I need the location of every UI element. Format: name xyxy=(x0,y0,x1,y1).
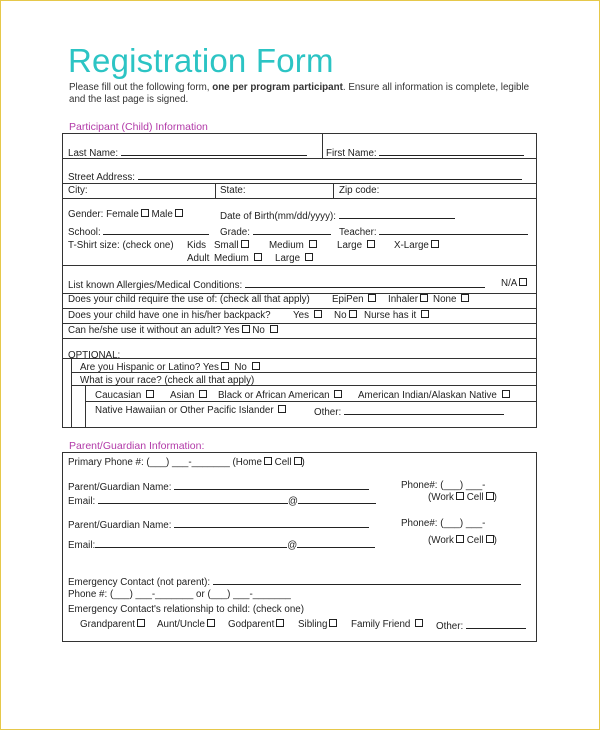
none-option[interactable] xyxy=(433,294,469,305)
guardian1-email-at: @ xyxy=(287,496,298,507)
adult-medium-checkbox[interactable] xyxy=(254,253,262,261)
guardian2-work-checkbox[interactable] xyxy=(456,535,464,543)
dob-line xyxy=(339,209,455,219)
school-field[interactable] xyxy=(68,225,209,238)
first-name-label: First Name: xyxy=(326,148,377,159)
guardian1-email-field[interactable] xyxy=(68,494,376,507)
hispanic-no-checkbox[interactable] xyxy=(252,362,260,370)
race-other-line xyxy=(344,405,504,415)
epipen-checkbox[interactable] xyxy=(368,294,376,302)
relationship-label: Emergency Contact's relationship to child: (check one) xyxy=(68,604,305,615)
school-line xyxy=(103,225,209,235)
guardian1-phone-blank: (___) ___- xyxy=(440,480,486,491)
dob-field[interactable] xyxy=(220,209,455,222)
hispanic-yes-label: Yes xyxy=(202,362,219,373)
primary-phone-row: Primary Phone #: (___) ___-_______ (Home Cell ) xyxy=(68,457,305,468)
guardian2-email-line-b xyxy=(297,538,375,548)
intro-part2: . Ensure all information is complete, legible and the last page is signed. xyxy=(69,82,530,105)
relationship-other-line xyxy=(466,619,526,629)
backpack-yes-label: Yes xyxy=(293,310,309,321)
kids-small-label: Small xyxy=(214,240,239,251)
asian-option[interactable] xyxy=(170,390,207,401)
kids-xlarge-option[interactable] xyxy=(394,240,439,251)
guardian2-work-cell: (Work Cell ) xyxy=(428,535,497,546)
hawaiian-checkbox[interactable] xyxy=(278,405,286,413)
optional-label: OPTIONAL: xyxy=(68,350,121,361)
divider-optional-indent xyxy=(71,359,72,427)
adult-medium-label: Medium xyxy=(214,253,249,264)
family-friend-checkbox[interactable] xyxy=(415,619,423,627)
aunt-uncle-option[interactable] xyxy=(157,619,215,630)
kids-label: Kids xyxy=(187,240,207,251)
family-friend-option[interactable] xyxy=(351,619,423,630)
asian-checkbox[interactable] xyxy=(199,390,207,398)
hawaiian-label: Native Hawaiian or Other Pacific Islander xyxy=(95,405,274,416)
primary-phone-label: Primary Phone #: xyxy=(68,457,144,468)
kids-large-checkbox[interactable] xyxy=(367,240,375,248)
aunt-uncle-checkbox[interactable] xyxy=(207,619,215,627)
primary-cell-label: Cell xyxy=(274,457,292,468)
backpack-no-label: No xyxy=(334,310,347,321)
grandparent-label: Grandparent xyxy=(80,619,136,630)
grandparent-option[interactable] xyxy=(80,619,145,630)
hispanic-yes-checkbox[interactable] xyxy=(221,362,229,370)
emergency-phone-blank-1: (___) ___-_______ xyxy=(109,589,194,600)
grade-line xyxy=(253,225,331,235)
family-friend-label: Family Friend xyxy=(351,619,411,630)
guardian2-email-at: @ xyxy=(287,540,298,551)
black-checkbox[interactable] xyxy=(334,390,342,398)
allergies-field[interactable] xyxy=(68,278,485,291)
guardian1-phone-field[interactable] xyxy=(401,480,485,491)
emergency-phone-blank-2: (___) ___-_______ xyxy=(207,589,291,600)
intro-text xyxy=(69,82,539,106)
backpack-no-checkbox[interactable] xyxy=(349,310,357,318)
asian-label: Asian xyxy=(170,390,195,401)
without-adult-yes-checkbox[interactable] xyxy=(242,325,250,333)
guardian1-work-label: (Work xyxy=(428,492,454,503)
caucasian-label: Caucasian xyxy=(95,390,142,401)
guardian1-email-label: Email: xyxy=(68,496,96,507)
sibling-option[interactable] xyxy=(298,619,337,630)
sibling-label: Sibling xyxy=(298,619,328,630)
backpack-yes-checkbox[interactable] xyxy=(314,310,322,318)
first-name-line xyxy=(379,146,524,156)
grade-label: Grade: xyxy=(220,227,250,238)
race-label: What is your race? (check all that apply) xyxy=(80,375,255,386)
adult-large-label: Large xyxy=(275,253,301,264)
without-adult-no-label: No xyxy=(252,325,265,336)
divider-names xyxy=(322,134,323,159)
row-optional xyxy=(63,339,536,359)
kids-medium-checkbox[interactable] xyxy=(309,240,317,248)
first-name-field[interactable] xyxy=(326,146,524,159)
emergency-or-label: or xyxy=(196,589,205,600)
guardian2-name-line xyxy=(174,518,369,528)
kids-small-option[interactable] xyxy=(214,240,249,251)
kids-xlarge-label: X-Large xyxy=(394,240,429,251)
kids-large-option[interactable] xyxy=(337,240,375,251)
street-line xyxy=(138,170,522,180)
emergency-phone-row[interactable] xyxy=(68,589,291,600)
inhaler-label: Inhaler xyxy=(388,294,418,305)
primary-cell-checkbox[interactable] xyxy=(294,457,302,465)
guardian1-email-line-b xyxy=(298,494,376,504)
inhaler-option[interactable] xyxy=(388,294,428,305)
emergency-phone-label: Phone #: xyxy=(68,589,108,600)
backpack-yes-option[interactable] xyxy=(293,310,322,321)
inhaler-checkbox[interactable] xyxy=(420,294,428,302)
hispanic-label: Are you Hispanic or Latino? xyxy=(80,362,201,373)
city-label[interactable]: City: xyxy=(68,185,88,196)
na-checkbox[interactable] xyxy=(519,278,527,286)
guardian1-name-field[interactable] xyxy=(68,480,369,493)
zip-label[interactable]: Zip code: xyxy=(339,185,380,196)
allergies-line xyxy=(245,278,485,288)
nurse-label: Nurse has it xyxy=(364,310,417,321)
guardian2-email-label: Email: xyxy=(68,540,96,551)
female-label: Female xyxy=(106,209,139,220)
race-other-field[interactable] xyxy=(314,405,504,418)
form-title: Registration Form xyxy=(68,42,334,79)
participant-section-title: Participant (Child) Information xyxy=(69,121,208,133)
last-name-field[interactable] xyxy=(68,146,307,159)
hawaiian-option[interactable] xyxy=(95,405,286,416)
native-american-label: American Indian/Alaskan Native xyxy=(358,390,497,401)
home-checkbox[interactable] xyxy=(264,457,272,465)
godparent-checkbox[interactable] xyxy=(276,619,284,627)
male-checkbox[interactable] xyxy=(175,209,183,217)
backpack-no-option[interactable] xyxy=(334,310,357,321)
none-checkbox[interactable] xyxy=(461,294,469,302)
na-label: N/A xyxy=(501,278,518,289)
last-name-label: Last Name: xyxy=(68,148,119,159)
aunt-uncle-label: Aunt/Uncle xyxy=(157,619,205,630)
without-adult-no-checkbox[interactable] xyxy=(270,325,278,333)
male-label: Male xyxy=(151,209,173,220)
adult-large-option[interactable] xyxy=(275,253,313,264)
teacher-field[interactable] xyxy=(339,225,528,238)
guardian1-work-checkbox[interactable] xyxy=(456,492,464,500)
female-checkbox[interactable] xyxy=(141,209,149,217)
allergies-label: List known Allergies/Medical Conditions: xyxy=(68,280,243,291)
nurse-option[interactable] xyxy=(364,310,429,321)
guardian2-email-line-a xyxy=(95,538,287,548)
divider-city-state xyxy=(215,184,216,199)
guardian1-work-cell: (Work Cell ) xyxy=(428,492,497,503)
relationship-other-label: Other: xyxy=(436,621,464,632)
guardian2-phone-label: Phone#: xyxy=(401,518,438,529)
emergency-label: Emergency Contact (not parent): xyxy=(68,577,211,588)
guardian2-cell-checkbox[interactable] xyxy=(486,535,494,543)
na-option[interactable] xyxy=(501,278,527,289)
black-label: Black or African American xyxy=(218,390,330,401)
kids-xlarge-checkbox[interactable] xyxy=(431,240,439,248)
intro-part1: Please fill out the following form, xyxy=(69,82,213,93)
guardian2-email-field[interactable] xyxy=(68,538,375,551)
caucasian-option[interactable] xyxy=(95,390,154,401)
guardian2-cell-label: Cell xyxy=(466,535,484,546)
tshirt-label: T-Shirt size: (check one) xyxy=(68,240,174,251)
adult-label: Adult xyxy=(187,253,210,264)
kids-medium-option[interactable] xyxy=(269,240,317,251)
divider-race-indent xyxy=(85,386,86,427)
adult-medium-option[interactable] xyxy=(214,253,262,264)
dob-label: Date of Birth(mm/dd/yyyy): xyxy=(220,211,336,222)
none-label: None xyxy=(433,294,457,305)
kids-small-checkbox[interactable] xyxy=(241,240,249,248)
emergency-field[interactable] xyxy=(68,575,521,588)
intro-bold: one per program participant xyxy=(212,82,343,93)
godparent-label: Godparent xyxy=(228,619,275,630)
kids-medium-label: Medium xyxy=(269,240,304,251)
street-label: Street Address: xyxy=(68,172,135,183)
guardian1-name-line xyxy=(174,480,369,490)
kids-large-label: Large xyxy=(337,240,363,251)
guardian1-phone-label: Phone#: xyxy=(401,480,438,491)
epipen-option[interactable] xyxy=(332,294,376,305)
race-other-label: Other: xyxy=(314,407,342,418)
sibling-checkbox[interactable] xyxy=(329,619,337,627)
hispanic-no-label: No xyxy=(234,362,247,373)
require-use-label: Does your child require the use of: (check all that apply) xyxy=(68,294,310,305)
primary-phone-blank[interactable]: (___) ___-_______ xyxy=(146,457,230,468)
without-adult-yes-label: Yes xyxy=(223,325,240,336)
nurse-checkbox[interactable] xyxy=(421,310,429,318)
guardian1-cell-checkbox[interactable] xyxy=(486,492,494,500)
godparent-option[interactable] xyxy=(228,619,284,630)
divider-state-zip xyxy=(333,184,334,199)
without-adult-row xyxy=(68,325,278,336)
adult-large-checkbox[interactable] xyxy=(305,253,313,261)
guardian1-cell-label: Cell xyxy=(466,492,484,503)
school-label: School: xyxy=(68,227,101,238)
black-option[interactable] xyxy=(218,390,342,401)
without-adult-label: Can he/she use it without an adult? xyxy=(68,325,222,336)
guardian2-name-field[interactable] xyxy=(68,518,369,531)
gender-row xyxy=(68,209,183,220)
row-city xyxy=(63,184,536,199)
backpack-label: Does your child have one in his/her backpack? xyxy=(68,310,271,321)
grandparent-checkbox[interactable] xyxy=(137,619,145,627)
state-label[interactable]: State: xyxy=(220,185,246,196)
street-field[interactable] xyxy=(68,170,522,183)
home-label: (Home xyxy=(232,457,262,468)
guardian2-phone-field[interactable] xyxy=(401,518,485,529)
guardian2-phone-blank: (___) ___- xyxy=(440,518,486,529)
native-american-option[interactable] xyxy=(358,390,510,401)
emergency-line xyxy=(213,575,521,585)
guardian2-work-label: (Work xyxy=(428,535,454,546)
native-american-checkbox[interactable] xyxy=(502,390,510,398)
grade-field[interactable] xyxy=(220,225,331,238)
guardian1-name-label: Parent/Guardian Name: xyxy=(68,482,172,493)
caucasian-checkbox[interactable] xyxy=(146,390,154,398)
guardian1-email-line-a xyxy=(98,494,288,504)
hispanic-row xyxy=(80,362,260,373)
guardian-section-title: Parent/Guardian Information: xyxy=(69,440,205,452)
relationship-other-field[interactable] xyxy=(436,619,526,632)
epipen-label: EpiPen xyxy=(332,294,364,305)
teacher-label: Teacher: xyxy=(339,227,377,238)
teacher-line xyxy=(379,225,528,235)
guardian2-name-label: Parent/Guardian Name: xyxy=(68,520,172,531)
gender-label: Gender: xyxy=(68,209,104,220)
last-name-line xyxy=(121,146,307,156)
